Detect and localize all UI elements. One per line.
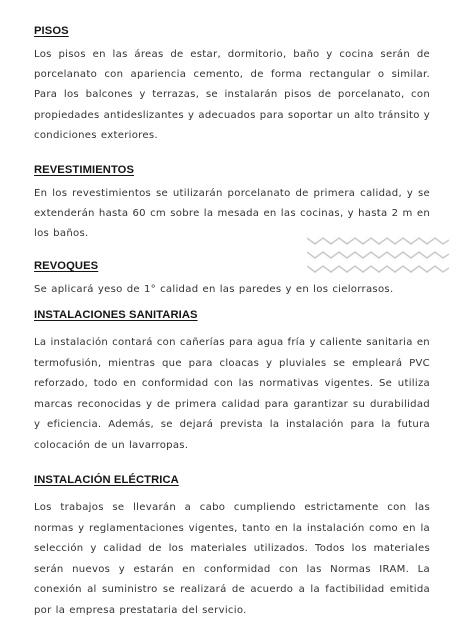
- zigzag-pattern-icon: [307, 234, 449, 276]
- section-heading: REVESTIMIENTOS: [34, 164, 135, 176]
- section-heading: INSTALACIONES SANITARIAS: [34, 309, 198, 321]
- section-instalacion-electrica: [34, 473, 430, 621]
- section-paragraph: Se aplicará yeso de 1° calidad en las paredes y en los cielorrasos.: [34, 284, 394, 295]
- section-pisos: [34, 24, 430, 146]
- section-paragraph: Los pisos en las áreas de estar, dormitorio, baño y cocina serán de porcelanato con apariencia cemento, de forma rectangular o similar. Para los balcones y terrazas, se instalarán pisos de porcelanato, con propiedades antideslizantes y adecuados para soportar un alto tránsito y condiciones exteriores.: [34, 49, 430, 141]
- section-revestimientos: [34, 163, 430, 245]
- section-instalaciones-sanitarias: [34, 308, 430, 456]
- section-heading: PISOS: [34, 25, 69, 37]
- section-paragraph: En los revestimientos se utilizarán porcelanato de primera calidad, y se extenderán hasta 60 cm sobre la mesada en las cocinas, y hasta 2 m en los baños.: [34, 188, 430, 240]
- section-heading: INSTALACIÓN ELÉCTRICA: [34, 474, 179, 486]
- section-paragraph: Los trabajos se llevarán a cabo cumpliendo estrictamente con las normas y reglamentaciones vigentes, tanto en la instalación como en la selección y calidad de los materiales utilizados. Todos los materiales serán nuevos y estarán en conformidad con las Normas IRAM. La conexión al suministro se realizará de acuerdo a la factibilidad emitida por la empresa prestataria del servicio.: [34, 502, 430, 616]
- section-heading: REVOQUES: [34, 260, 99, 272]
- section-paragraph: La instalación contará con cañerías para agua fría y caliente sanitaria en termofusión, mientras que para cloacas y pluviales se empleará PVC reforzado, todo en conformidad con las normativas vigentes. Se utiliza marcas reconocidas y de primera calidad para garantizar su durabilidad y eficiencia. Además, se dejará prevista la instalación para la futura colocación de un lavarropas.: [34, 337, 430, 451]
